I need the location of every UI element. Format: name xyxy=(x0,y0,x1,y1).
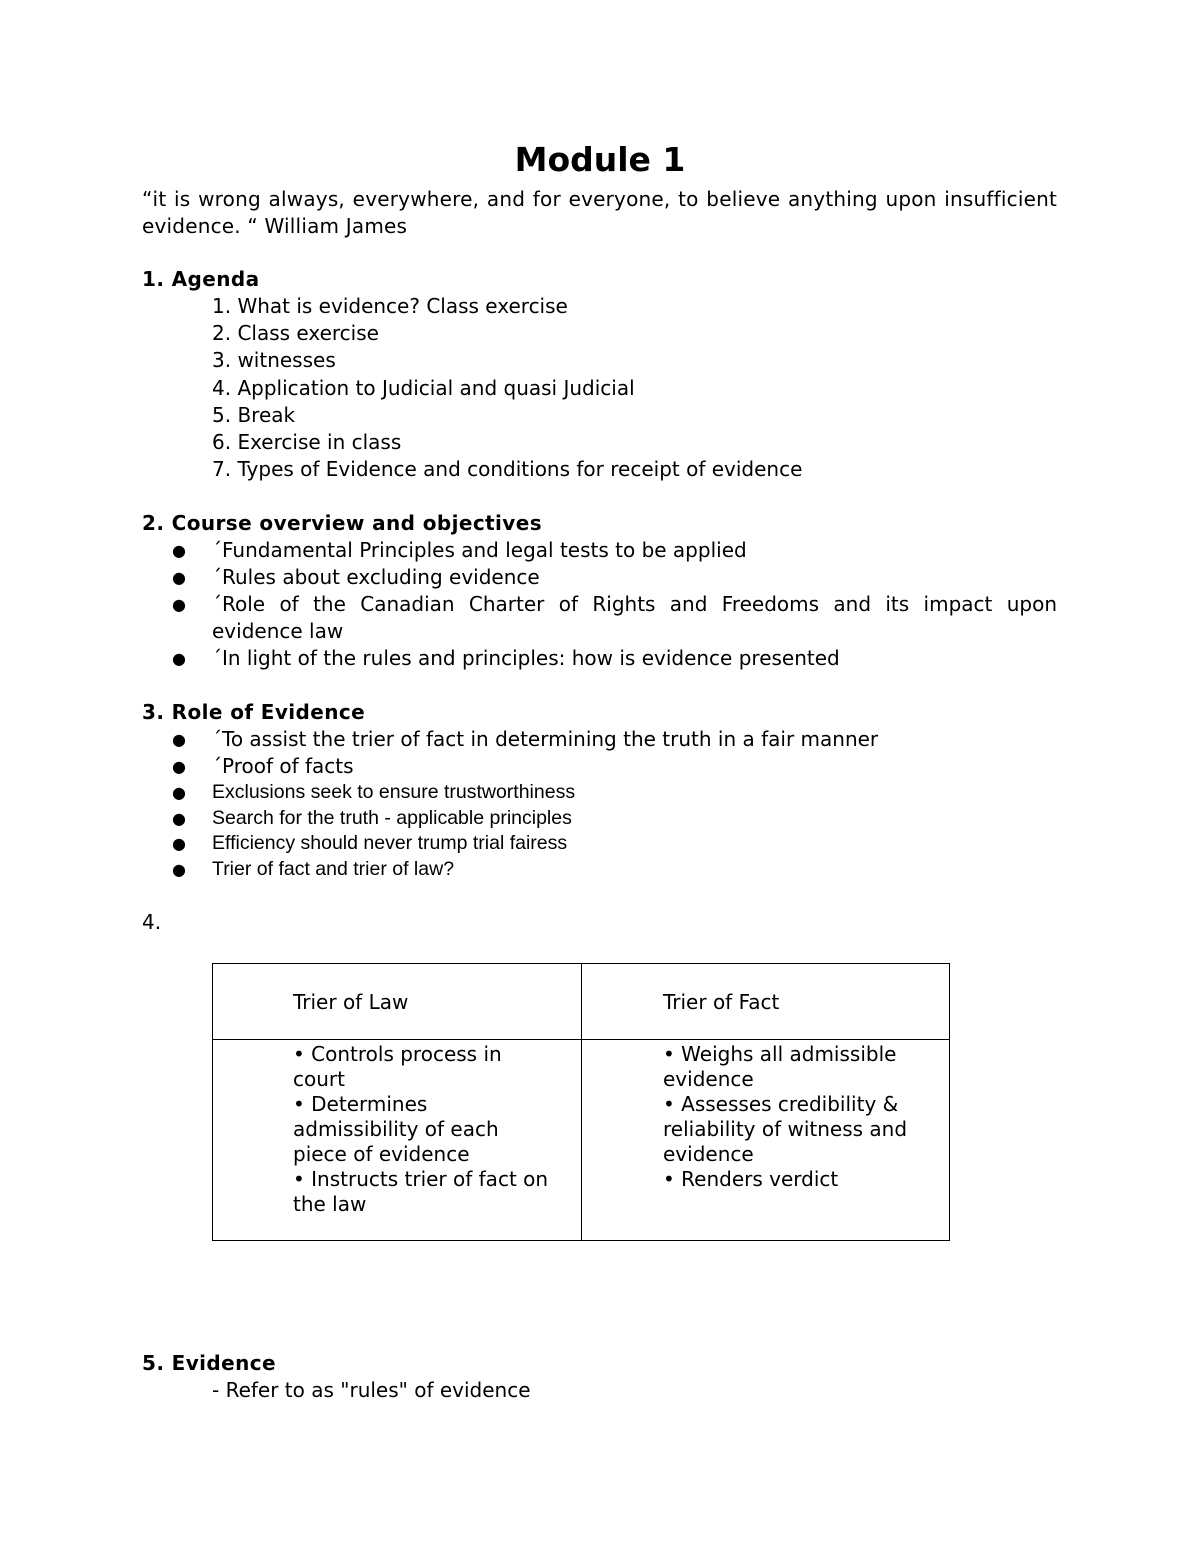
bullet-icon: ● xyxy=(172,859,186,879)
bullet-icon: ● xyxy=(172,649,186,668)
header-trier-of-fact: Trier of Fact xyxy=(663,990,780,1014)
list-item: 5. Break xyxy=(212,402,296,427)
quote-line-2: insufficient evidence. “ William James xyxy=(142,187,1057,238)
cell-line: admissibility of each xyxy=(293,1117,499,1141)
list-item: 4. Application to Judicial and quasi Judicial xyxy=(212,375,635,400)
table-divider-vertical xyxy=(581,964,582,1240)
trier-of-law-cell xyxy=(293,1042,578,1217)
cell-line: court xyxy=(293,1067,345,1091)
trier-of-fact-cell xyxy=(663,1042,948,1192)
list-item: 2. Class exercise xyxy=(212,321,379,346)
list-item: ● ´In light of the rules and principles: how is evidence presented xyxy=(172,646,840,670)
bullet-icon: ● xyxy=(172,808,186,828)
list-item: 1. What is evidence? Class exercise xyxy=(212,294,568,318)
agenda-list xyxy=(212,293,802,483)
opening-quote xyxy=(142,186,1057,240)
cell-line: • Determines xyxy=(293,1092,428,1116)
bullet-icon: ● xyxy=(172,757,186,776)
list-item: ● ´Role of the Canadian Charter of Rights and Freedoms and its impact upon evidence law xyxy=(172,592,1057,643)
role-of-evidence-heading: 3. Role of Evidence xyxy=(142,700,366,724)
list-item: ● Trier of fact and trier of law? xyxy=(172,857,1057,883)
cell-line: piece of evidence xyxy=(293,1142,470,1166)
page-title: Module 1 xyxy=(514,140,686,179)
list-item: 7. Types of Evidence and conditions for receipt of evidence xyxy=(212,457,803,482)
evidence-rules-line: - Refer to as "rules" of evidence xyxy=(212,1378,531,1402)
list-item: ● Exclusions seek to ensure trustworthiness xyxy=(172,780,1057,806)
trier-comparison-table xyxy=(212,963,950,1241)
agenda-heading: 1. Agenda xyxy=(142,267,260,291)
cell-line: reliability of witness and xyxy=(663,1117,908,1141)
course-overview-list xyxy=(172,537,1057,672)
table-divider-horizontal xyxy=(213,1039,949,1040)
list-item: ● ´To assist the trier of fact in determining the truth in a fair manner xyxy=(172,727,879,751)
evidence-heading: 5. Evidence xyxy=(142,1351,276,1375)
bullet-icon: ● xyxy=(172,834,186,853)
cell-line: • Assesses credibility & xyxy=(663,1092,899,1116)
bullet-icon: ● xyxy=(172,541,186,560)
cell-line: • Instructs trier of fact on xyxy=(293,1167,549,1191)
bullet-icon: ● xyxy=(172,595,186,614)
cell-line: evidence xyxy=(663,1142,754,1166)
list-item: 6. Exercise in class xyxy=(212,429,402,454)
bullet-icon: ● xyxy=(172,783,186,802)
list-item: ● Search for the truth - applicable principles xyxy=(172,806,1057,832)
header-trier-of-law: Trier of Law xyxy=(293,990,409,1014)
cell-line: the law xyxy=(293,1192,367,1216)
list-item: ● Efficiency should never trump trial fairess xyxy=(172,831,1057,857)
cell-line: • Controls process in xyxy=(293,1042,502,1066)
quote-line-1: “it is wrong always, everywhere, and for everyone, to believe anything upon xyxy=(142,187,937,211)
list-item: ● ´Fundamental Principles and legal tests to be applied xyxy=(172,538,747,562)
cell-line: evidence xyxy=(663,1067,754,1091)
list-item: ● ´Proof of facts xyxy=(172,754,354,778)
course-overview-heading: 2. Course overview and objectives xyxy=(142,511,542,535)
cell-line: • Weighs all admissible xyxy=(663,1042,897,1066)
section-4-number: 4. xyxy=(142,910,162,934)
role-of-evidence-list xyxy=(172,726,1057,780)
list-item: 3. witnesses xyxy=(212,348,336,373)
bullet-icon: ● xyxy=(172,730,186,749)
cell-line: • Renders verdict xyxy=(663,1167,839,1191)
list-item: ● ´Rules about excluding evidence xyxy=(172,565,540,589)
bullet-icon: ● xyxy=(172,568,186,587)
role-of-evidence-list-continued xyxy=(172,780,1057,882)
